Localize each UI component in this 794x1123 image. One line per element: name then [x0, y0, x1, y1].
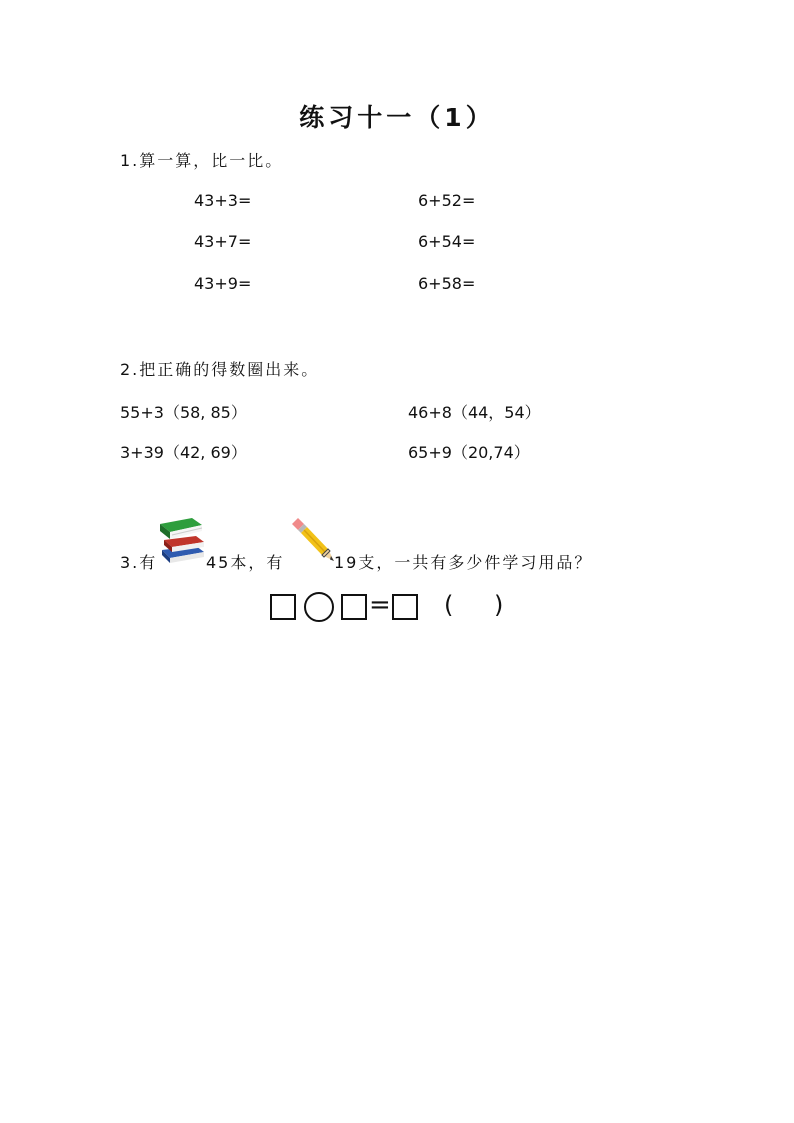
unit-paren-close: )	[494, 591, 504, 619]
books-icon	[158, 514, 206, 564]
pencils-count-text: 19支，一共有多少件学习用品？	[334, 553, 593, 572]
answer-box-2[interactable]	[341, 594, 367, 620]
books-count-text: 45本，有	[206, 553, 285, 572]
question-1-prompt: 1.算一算，比一比。	[120, 151, 284, 170]
answer-box-1[interactable]	[270, 594, 296, 620]
q1-right-expression-3: 6+58=	[418, 274, 476, 293]
q1-right-expression-1: 6+52=	[418, 191, 476, 210]
pencil-icon	[288, 516, 338, 564]
question-3-prefix: 3.有	[120, 553, 158, 572]
equals-sign: =	[369, 590, 391, 620]
q1-left-expression-1: 43+3=	[194, 191, 252, 210]
question-2-prompt: 2.把正确的得数圈出来。	[120, 360, 320, 379]
q1-left-expression-2: 43+7=	[194, 232, 252, 251]
q1-right-expression-2: 6+54=	[418, 232, 476, 251]
q2-row1-left: 55+3（58, 85）	[120, 403, 247, 422]
answer-box-3[interactable]	[392, 594, 418, 620]
page-title: 练习十一（1）	[299, 103, 495, 132]
q1-left-expression-3: 43+9=	[194, 274, 252, 293]
q2-row1-right: 46+8（44，54）	[408, 403, 541, 422]
q2-row2-right: 65+9（20,74）	[408, 443, 530, 462]
unit-answer-space[interactable]	[458, 592, 492, 622]
q2-row2-left: 3+39（42, 69）	[120, 443, 247, 462]
unit-paren-open: (	[444, 591, 454, 619]
operator-circle[interactable]	[304, 592, 334, 622]
